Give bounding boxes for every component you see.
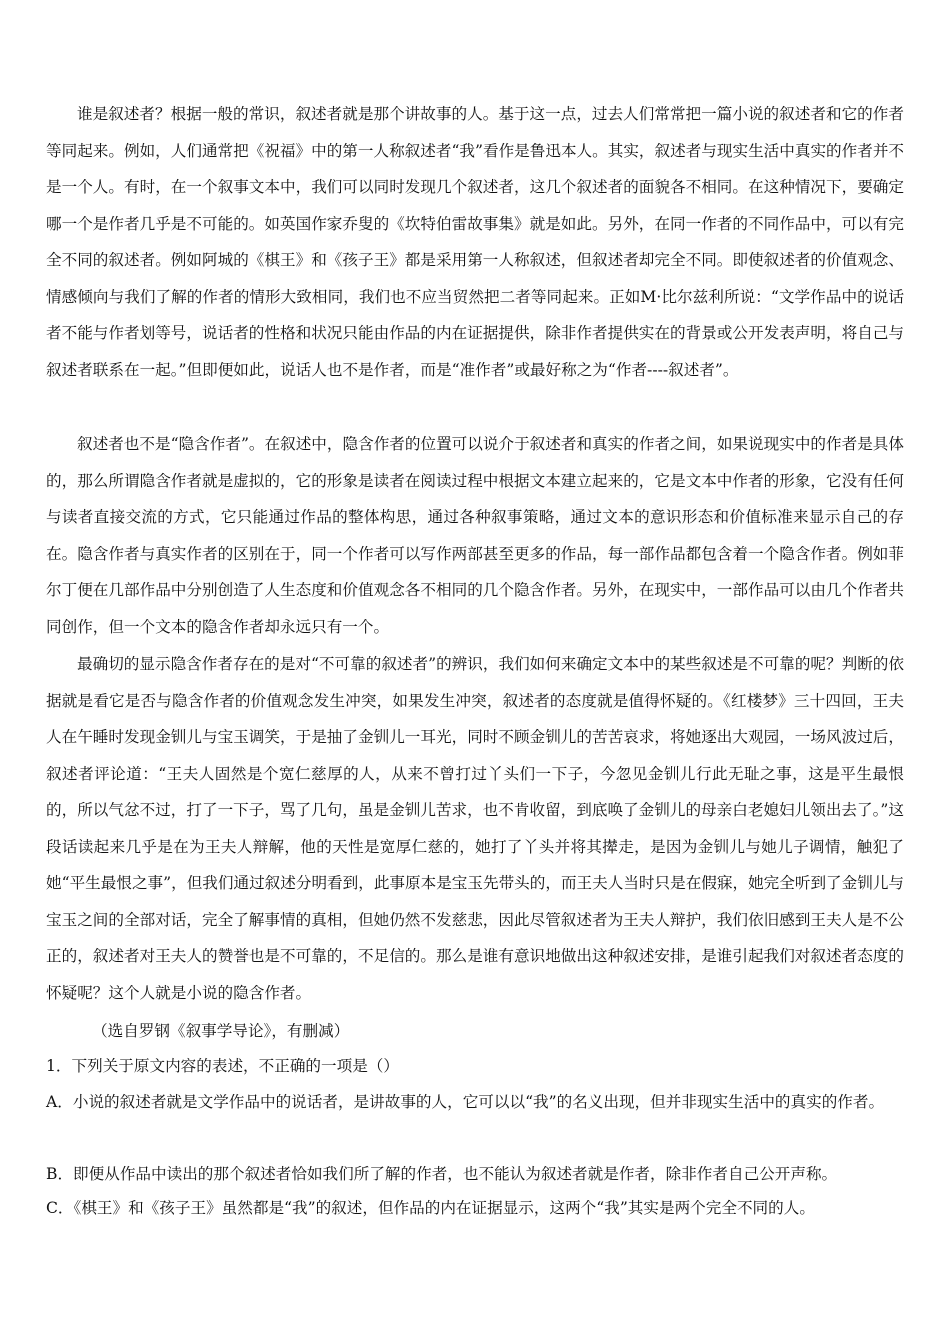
passage-paragraph-3: 最确切的显示隐含作者存在的是对“不可靠的叙述者”的辨识，我们如何来确定文本中的某些叙述是不可靠的呢？判断的依据就是看它是否与隐含作者的价值观念发生冲突，如果发生冲突，叙述者的态度就是值得怀疑的。《红楼梦》三十四回，王夫人在午睡时发现金钏儿与宝玉调笑，于是抽了金钏儿一耳光，同时不顾金钏儿的苦苦哀求，将她逐出大观园，一场风波过后，叙述者评论道：“王夫人固然是个宽仁慈厚的人，从来不曾打过丫头们一下子，今忽见金钏儿行此无耻之事，这是平生最恨的，所以气忿不过，打了一下子，骂了几句，虽是金钏儿苦求，也不肯收留，到底唤了金钏儿的母亲白老媳妇儿领出去了。”这段话读起来几乎是在为王夫人辩解，他的天性是宽厚仁慈的，她打了丫头并将其撵走，是因为金钏儿与她儿子调情，触犯了她“平生最恨之事”，但我们通过叙述分明看到，此事原本是宝玉先带头的，而王夫人当时只是在假寐，她完全听到了金钏儿与宝玉之间的全部对话，完全了解事情的真相，但她仍然不发慈悲，因此尽管叙述者为王夫人辩护，我们依旧感到王夫人是不公正的，叙述者对王夫人的赞誉也是不可靠的，不足信的。那么是谁有意识地做出这种叙述安排，是谁引起我们对叙述者态度的怀疑呢？这个人就是小说的隐含作者。 [46,655,905,1002]
question-stem: 1．下列关于原文内容的表述，不正确的一项是（） [46,1057,399,1075]
option-b: B．即便从作品中读出的那个叙述者恰如我们所了解的作者，也不能认为叙述者就是作者，除非作者自己公开声称。 [46,1165,838,1183]
passage-source: （选自罗钢《叙事学导论》，有删减） [92,1022,350,1040]
option-a: A．小说的叙述者就是文学作品中的说话者，是讲故事的人，它可以以“我”的名义出现，但并非现实生活中的真实的作者。 [46,1093,885,1111]
passage-paragraph-1: 谁是叙述者？根据一般的常识，叙述者就是那个讲故事的人。基于这一点，过去人们常常把一篇小说的叙述者和它的作者等同起来。例如，人们通常把《祝福》中的第一人称叙述者“我”看作是鲁迅本人。其实，叙述者与现实生活中真实的作者并不是一个人。有时，在一个叙事文本中，我们可以同时发现几个叙述者，这几个叙述者的面貌各不相同。在这种情况下，要确定哪一个是作者几乎是不可能的。如英国作家乔叟的《坎特伯雷故事集》就是如此。另外，在同一作者的不同作品中，可以有完全不同的叙述者。例如阿城的《棋王》和《孩子王》都是采用第一人称叙述，但叙述者却完全不同。即使叙述者的价值观念、情感倾向与我们了解的作者的情形大致相同，我们也不应当贸然把二者等同起来。正如M·比尔兹利所说：“文学作品中的说话者不能与作者划等号，说话者的性格和状况只能由作品的内在证据提供，除非作者提供实在的背景或公开发表声明，将自己与叙述者联系在一起。”但即便如此，说话人也不是作者，而是“准作者”或最好称之为“作者----叙述者”。 [46,105,905,379]
passage-paragraph-2: 叙述者也不是“隐含作者”。在叙述中，隐含作者的位置可以说介于叙述者和真实的作者之间，如果说现实中的作者是具体的，那么所谓隐含作者就是虚拟的，它的形象是读者在阅读过程中根据文本建立起来的，它是文本中作者的形象，它没有任何与读者直接交流的方式，它只能通过作品的整体构思，通过各种叙事策略，通过文本的意识形态和价值标准来显示自己的存在。隐含作者与真实作者的区别在于，同一个作者可以写作两部甚至更多的作品，每一部作品都包含着一个隐含作者。例如菲尔丁便在几部作品中分别创造了人生态度和价值观念各不相同的几个隐含作者。另外，在现实中，一部作品可以由几个作者共同创作，但一个文本的隐含作者却永远只有一个。 [46,435,904,636]
option-c: C．《棋王》和《孩子王》虽然都是“我”的叙述，但作品的内在证据显示，这两个“我”其实是两个完全不同的人。 [46,1199,815,1217]
